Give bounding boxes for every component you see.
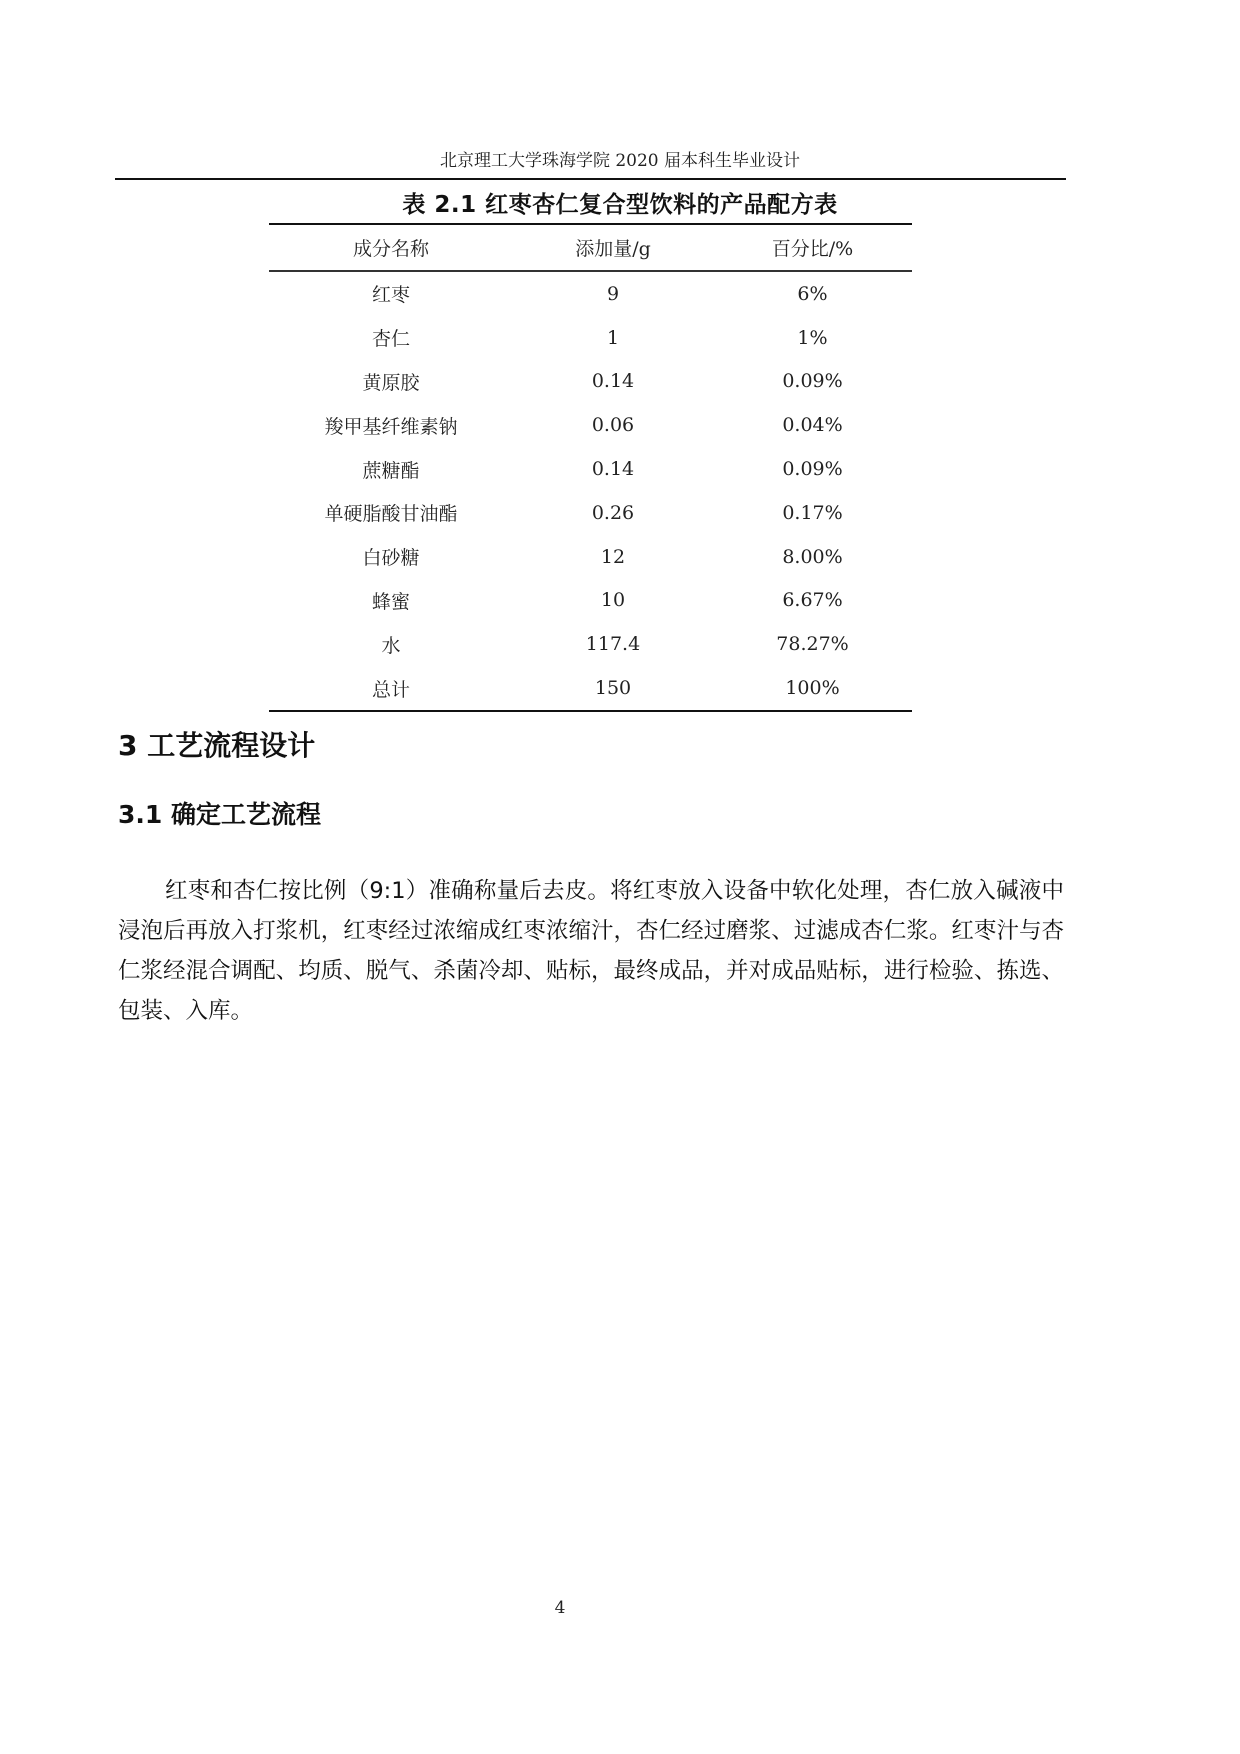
cell-ingredient: 红枣 — [371, 284, 410, 307]
cell-ingredient: 杏仁 — [371, 328, 410, 351]
table-row — [269, 360, 912, 404]
column-header-ingredient: 成分名称 — [269, 224, 513, 271]
cell-percent: 8.00% — [782, 545, 843, 568]
cell-percent: 0.17% — [782, 501, 843, 524]
cell-ingredient: 蜂蜜 — [371, 590, 410, 613]
page-number: 4 — [554, 1598, 566, 1618]
recipe-table — [269, 223, 912, 712]
header-rule — [115, 178, 1066, 180]
cell-percent: 78.27% — [776, 633, 849, 656]
cell-percent: 100% — [713, 666, 912, 711]
cell-percent: 6% — [797, 282, 828, 305]
subsection-heading: 3.1 确定工艺流程 — [118, 800, 321, 829]
table-row — [269, 271, 912, 316]
table-header-row — [269, 224, 912, 271]
cell-amount: 0.14 — [591, 370, 635, 393]
table-row — [269, 316, 912, 360]
cell-ingredient: 白砂糖 — [362, 547, 420, 570]
cell-amount: 150 — [513, 666, 713, 711]
running-header: 北京理工大学珠海学院 2020 届本科生毕业设计 — [439, 151, 801, 171]
cell-amount: 12 — [600, 545, 626, 568]
cell-ingredient: 黄原胶 — [362, 371, 420, 394]
column-header-percent: 百分比/% — [713, 224, 912, 271]
cell-ingredient: 蔗糖酯 — [362, 459, 420, 482]
cell-amount: 0.06 — [591, 414, 635, 437]
cell-amount: 117.4 — [585, 633, 641, 656]
cell-percent: 0.09% — [782, 370, 843, 393]
table-row — [269, 535, 912, 579]
cell-ingredient: 总计 — [269, 666, 513, 711]
table-row — [269, 447, 912, 491]
cell-percent: 1% — [797, 326, 828, 349]
column-header-amount: 添加量/g — [513, 224, 713, 271]
section-heading: 3 工艺流程设计 — [118, 729, 316, 762]
table-total-row — [269, 666, 912, 711]
cell-ingredient: 羧甲基纤维素钠 — [324, 415, 458, 438]
table-row — [269, 622, 912, 666]
table-row — [269, 491, 912, 535]
cell-amount: 9 — [606, 282, 620, 305]
table-row — [269, 579, 912, 623]
cell-amount: 0.14 — [591, 458, 635, 481]
cell-percent: 0.04% — [782, 414, 843, 437]
cell-percent: 0.09% — [782, 458, 843, 481]
body-paragraph: 红枣和杏仁按比例（9:1）准确称量后去皮。将红枣放入设备中软化处理，杏仁放入碱液中浸泡后再放入打浆机，红枣经过浓缩成红枣浓缩汁，杏仁经过磨浆、过滤成杏仁浆。红枣汁与杏仁浆经混合调配、均质、脱气、杀菌冷却、贴标，最终成品，并对成品贴标，进行检验、拣选、包装、入库。 — [118, 877, 1064, 1024]
cell-ingredient: 单硬脂酸甘油酯 — [324, 503, 458, 526]
table-row — [269, 403, 912, 447]
cell-amount: 10 — [600, 589, 626, 612]
cell-percent: 6.67% — [782, 589, 843, 612]
cell-amount: 0.26 — [591, 501, 635, 524]
cell-amount: 1 — [606, 326, 620, 349]
table-caption: 表 2.1 红枣杏仁复合型饮料的产品配方表 — [402, 192, 838, 218]
cell-ingredient: 水 — [381, 634, 401, 657]
